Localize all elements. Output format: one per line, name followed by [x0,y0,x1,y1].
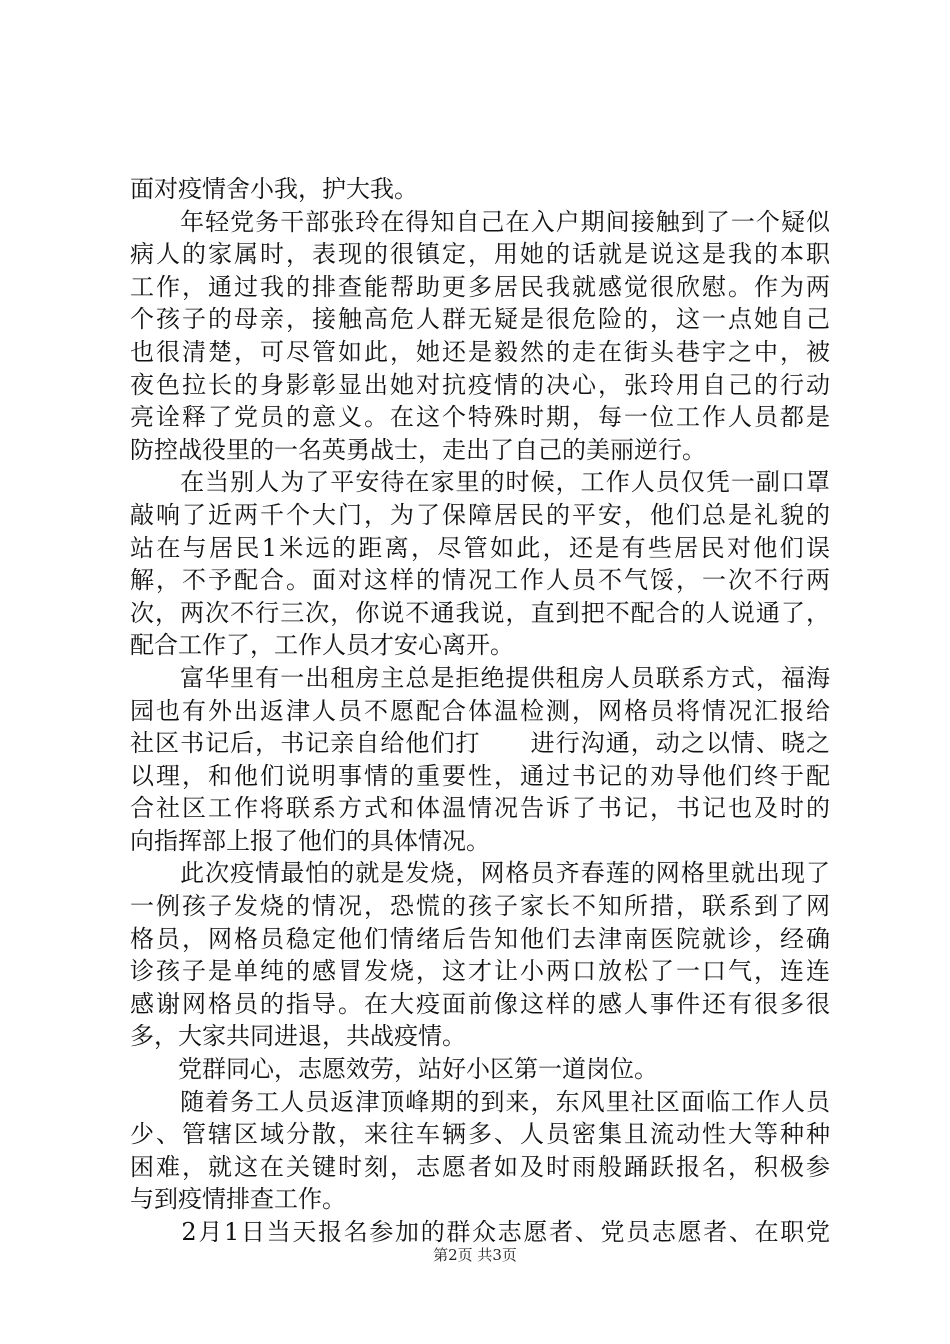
text-line: 园也有外出返津人员不愿配合体温检测，网格员将情况汇报给 [130,696,830,725]
text-line: 亮诠释了党员的意义。在这个特殊时期，每一位工作人员都是 [130,403,830,432]
text-line: 夜色拉长的身影彰显出她对抗疫情的决心，张玲用自己的行动 [130,370,830,399]
text-line: 感谢网格员的指导。在大疫面前像这样的感人事件还有很多很 [130,989,830,1018]
text-line: 2月1日当天报名参加的群众志愿者、党员志愿者、在职党 [130,1218,830,1246]
text-line: 合社区工作将联系方式和体温情况告诉了书记，书记也及时的 [130,794,830,823]
text-line: 以理，和他们说明事情的重要性，通过书记的劝导他们终于配 [130,761,830,790]
text-line: 与到疫情排查工作。 [130,1185,346,1214]
text-line: 敲响了近两千个大门，为了保障居民的平安，他们总是礼貌的 [130,500,830,529]
text-line: 多，大家共同进退，共战疫情。 [130,1022,466,1051]
text-line: 次，两次不行三次，你说不通我说，直到把不配合的人说通了， [130,598,830,627]
text-line: 诊孩子是单纯的感冒发烧，这才让小两口放松了一口气，连连 [130,957,830,986]
text-line: 工作，通过我的排查能帮助更多居民我就感觉很欣慰。作为两 [130,272,830,301]
text-line: 党群同心，志愿效劳，站好小区第一道岗位。 [130,1055,658,1084]
body-text [130,173,830,1249]
text-line: 配合工作了，工作人员才安心离开。 [130,631,514,660]
text-line: 少、管辖区域分散，来往车辆多、人员密集且流动性大等种种 [130,1120,830,1149]
text-line: 此次疫情最怕的就是发烧，网格员齐春莲的网格里就出现了 [130,859,830,888]
text-line: 在当别人为了平安待在家里的时候，工作人员仅凭一副口罩 [130,468,830,497]
text-line: 个孩子的母亲，接触高危人群无疑是很危险的，这一点她自己 [130,305,830,334]
text-line: 一例孩子发烧的情况，恐慌的孩子家长不知所措，联系到了网 [130,892,830,921]
text-line: 防控战役里的一名英勇战士，走出了自己的美丽逆行。 [130,435,706,464]
text-line: 随着务工人员返津顶峰期的到来，东风里社区面临工作人员 [130,1087,830,1116]
text-line: 困难，就这在关键时刻，志愿者如及时雨般踊跃报名，积极参 [130,1152,830,1181]
text-line: 格员，网格员稳定他们情绪后告知他们去津南医院就诊，经确 [130,924,830,953]
text-line: 解，不予配合。面对这样的情况工作人员不气馁，一次不行两 [130,566,830,595]
text-line: 向指挥部上报了他们的具体情况。 [130,826,490,855]
text-line: 富华里有一出租房主总是拒绝提供租房人员联系方式，福海 [130,663,830,692]
text-line: 年轻党务干部张玲在得知自己在入户期间接触到了一个疑似 [130,207,830,236]
text-line: 也很清楚，可尽管如此，她还是毅然的走在街头巷宇之中，被 [130,337,830,366]
text-line: 社区书记后，书记亲自给他们打 进行沟通，动之以情、晓之 [130,729,830,758]
text-line: 面对疫情舍小我，护大我。 [130,175,418,203]
page-footer: 第2页 共3页 [433,1246,517,1264]
text-line: 站在与居民1米远的距离，尽管如此，还是有些居民对他们误 [130,533,830,562]
text-line: 病人的家属时，表现的很镇定，用她的话就是说这是我的本职 [130,240,830,269]
